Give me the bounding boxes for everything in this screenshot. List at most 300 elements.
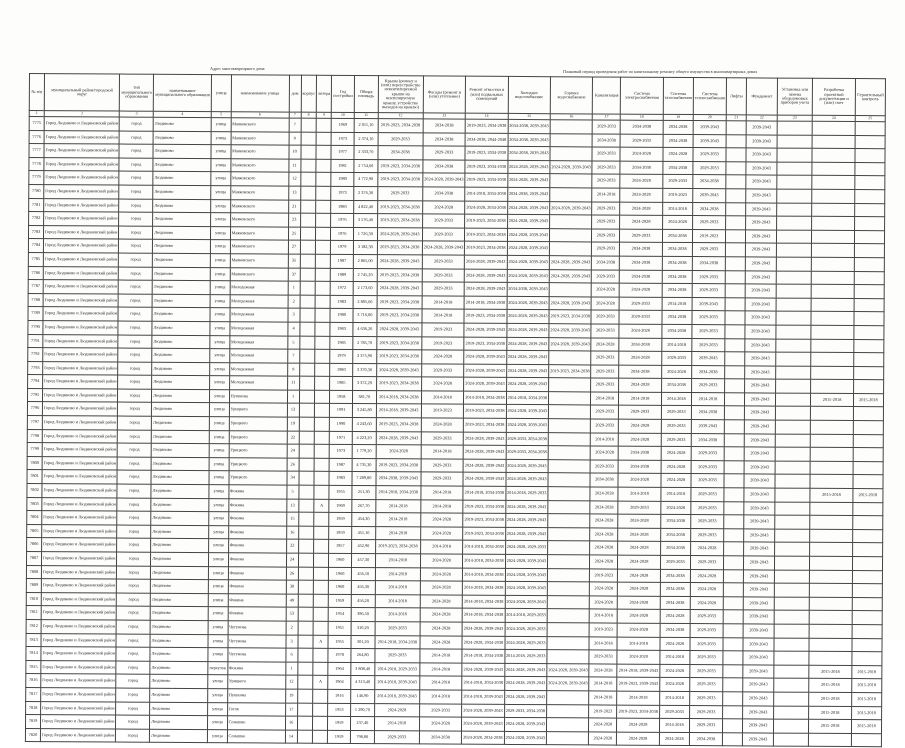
table-cell: Город Людиново и Людиновский район	[43, 375, 119, 389]
table-cell: улица	[208, 621, 228, 635]
table-cell: А	[313, 676, 328, 690]
table-cell: 7786	[28, 266, 43, 280]
table-cell: 2029-2033	[423, 146, 465, 160]
table-cell: улица	[210, 335, 230, 349]
table-cell: улица	[211, 118, 231, 132]
table-cell: 2019-2023, 2034-2038	[465, 214, 507, 228]
column-header: дом	[289, 75, 301, 112]
table-cell: 7806	[27, 538, 42, 552]
table-cell	[809, 638, 852, 652]
table-cell	[548, 419, 590, 433]
table-cell: Людиново	[150, 688, 208, 702]
table-cell	[315, 336, 330, 350]
table-cell: 2034-2038	[423, 160, 465, 174]
table-cell: Город Людиново и Людиновский район	[44, 117, 120, 131]
table-cell: Город Людиново и Людиновский район	[41, 674, 117, 688]
table-cell: 2039-2043	[744, 434, 775, 448]
table-cell: 2029-2033	[589, 650, 617, 664]
caption-address: Адрес многоквартирного дома	[210, 66, 265, 71]
table-cell: Людиново	[151, 444, 209, 458]
table-cell	[775, 502, 810, 516]
table-cell: 1985	[330, 377, 352, 391]
table-cell: 2029-2033	[592, 161, 620, 175]
table-cell: Людиново	[150, 607, 208, 621]
table-cell: 4 313,40	[351, 676, 375, 690]
table-cell: 7799	[27, 443, 42, 457]
table-cell: Людиново	[153, 199, 211, 213]
table-cell	[809, 611, 852, 625]
table-cell	[774, 651, 809, 665]
column-header: Год постройки	[332, 75, 355, 112]
table-cell: 2034-2038, 2039-2043	[508, 119, 550, 133]
table-cell: 2029-2033	[591, 324, 619, 338]
table-cell: 2024-2028	[617, 718, 659, 732]
table-cell	[809, 597, 852, 611]
table-cell: 2014-2018	[374, 717, 419, 731]
table-cell: 7778	[29, 157, 44, 171]
table-cell: 2024-2028, 2029-2033	[505, 541, 547, 555]
table-cell: 2024-2028	[620, 147, 662, 161]
table-cell: Людиново	[152, 280, 210, 294]
table-cell: 2039-2043	[742, 733, 773, 747]
table-cell: 2039-2043	[743, 651, 774, 665]
table-cell: Город Людиново и Людиновский район	[42, 524, 118, 538]
table-cell: 2014-2018, 2034-2038	[375, 635, 420, 649]
table-cell: город	[116, 702, 150, 716]
table-cell: 7809	[26, 579, 41, 593]
table-cell: 2 374,10	[354, 132, 378, 146]
table-cell: 2014-2018	[375, 594, 420, 608]
table-cell: улица	[210, 294, 230, 308]
table-cell: 2014-2018	[591, 392, 619, 406]
table-cell: 2014-2018	[659, 718, 689, 732]
table-cell: 2034-2038	[620, 161, 662, 175]
table-cell: город	[117, 606, 151, 620]
table-cell: 2029-2033	[593, 120, 621, 134]
table-cell	[812, 121, 855, 135]
table-cell: 2024-2028, 2039-2043	[464, 377, 506, 391]
table-cell: 457,30	[351, 553, 375, 567]
table-cell: 2024-2028, 2039-2043	[506, 351, 548, 365]
table-cell: Людиново	[153, 240, 211, 254]
table-cell	[852, 584, 882, 598]
table-cell	[852, 638, 882, 652]
column-number: 12	[378, 113, 423, 119]
table-cell: 2029-2033	[591, 378, 619, 392]
table-cell: улица	[210, 281, 230, 295]
column-header: Фасады (ремонт и (или) утепление)	[423, 76, 466, 113]
table-cell	[550, 174, 592, 188]
table-cell: 2014-2018, 2034-2038	[463, 554, 505, 568]
table-cell: Город Людиново и Людиновский район	[44, 144, 120, 158]
table-cell: улица	[210, 267, 230, 281]
table-cell: 2029-2033	[591, 365, 619, 379]
table-cell	[298, 499, 314, 513]
table-cell	[726, 230, 746, 244]
table-cell: Молодежная	[229, 349, 287, 363]
table-cell: 2029-2033	[691, 528, 724, 542]
table-cell: 2024-2028	[589, 718, 617, 732]
table-cell: 2024-2028, 2039-2043	[507, 215, 549, 229]
table-cell: Город Людиново и Людиновский район	[42, 470, 118, 484]
table-cell: 237,40	[350, 717, 374, 731]
table-cell: 2029-2033	[691, 515, 724, 529]
table-cell: Город Людиново и Людиновский район	[42, 484, 118, 498]
table-cell: Людиново	[151, 525, 209, 539]
column-number: 17	[593, 114, 621, 120]
table-cell	[549, 283, 591, 297]
table-cell: 2019-2023, 2034-2038	[378, 159, 423, 173]
table-cell: Город Людиново и Людиновский район	[41, 660, 117, 674]
table-cell: 2024-2028	[421, 418, 463, 432]
table-cell	[315, 363, 330, 377]
table-cell: 2024-2028	[660, 678, 690, 692]
table-cell: 2014-2018	[421, 486, 463, 500]
table-cell: Город Людиново и Людиновский район	[42, 388, 118, 402]
table-cell: 2015-2018	[853, 489, 883, 503]
table-cell: Город Людиново и Людиновский район	[42, 511, 118, 525]
column-header: Лифты	[726, 78, 746, 115]
table-cell: 2029-2033	[690, 624, 723, 638]
table-cell: 2029-2033	[592, 242, 620, 256]
table-cell	[315, 377, 330, 391]
table-cell: 2019-2023, 2034-2038	[464, 337, 506, 351]
table-cell	[315, 281, 330, 295]
table-cell	[297, 730, 313, 744]
table-cell	[316, 173, 331, 187]
table-cell: 2024-2028	[690, 583, 723, 597]
table-cell: 2039-2043	[745, 298, 776, 312]
table-cell: Людиново	[152, 348, 210, 362]
table-cell: 2014-2018, 2034-2038	[464, 391, 506, 405]
table-cell: 2034-2038	[419, 731, 461, 745]
table-cell: 2019-2023, 2034-2038	[464, 418, 506, 432]
table-cell: 7807	[26, 551, 41, 565]
table-cell: 2029-2033	[592, 202, 620, 216]
table-cell: 2024-2028	[661, 474, 691, 488]
table-cell: 2024-2028, 2039-2043	[507, 242, 549, 256]
table-cell: Маяковского	[230, 254, 288, 268]
table-cell: город	[117, 552, 151, 566]
table-cell: 2034-2038	[423, 119, 465, 133]
table-cell	[854, 339, 884, 353]
table-cell: 7789	[28, 307, 43, 321]
table-cell: Людиново	[152, 335, 210, 349]
table-cell: 7	[287, 349, 299, 363]
table-cell: 4 223,20	[352, 431, 376, 445]
column-number: 16	[550, 114, 592, 120]
table-cell: 1980	[331, 200, 353, 214]
table-cell: 1985	[330, 336, 352, 350]
table-cell: 456,10	[351, 567, 375, 581]
table-cell: город	[119, 171, 153, 185]
table-cell: Чугунова	[228, 648, 286, 662]
table-cell: 2039-2043	[692, 352, 725, 366]
table-cell: улица	[211, 186, 231, 200]
table-cell: 2039-2043	[743, 624, 774, 638]
table-cell: 2014-2018	[592, 188, 620, 202]
table-cell: 2014-2018	[375, 567, 420, 581]
table-cell	[776, 311, 811, 325]
table-cell: 2039-2043	[744, 515, 775, 529]
table-cell	[776, 379, 811, 393]
table-cell: 2024-2028, 2039-2043	[505, 582, 547, 596]
table-cell: 2019-2023, 2034-2038	[376, 377, 421, 391]
table-cell: улица	[208, 716, 228, 730]
table-cell: Людиново	[153, 131, 211, 145]
table-cell: улица	[208, 702, 228, 716]
table-cell	[301, 145, 317, 159]
column-header: Установка или замена общедомовых приборов учета	[777, 78, 812, 115]
table-cell: 2014-2018	[591, 433, 619, 447]
table-cell: 3 182,30	[353, 241, 377, 255]
table-cell: 2014-2018	[589, 636, 617, 650]
table-cell	[313, 608, 328, 622]
table-cell: 2029-2033	[693, 216, 726, 230]
table-cell: город	[119, 185, 153, 199]
column-header: Канализация	[593, 77, 621, 114]
table-cell: 2034-2038	[662, 243, 692, 257]
table-cell: Людиново	[151, 484, 209, 498]
table-cell: 2024-2028, 2039-2043	[505, 554, 547, 568]
table-cell: Город Людиново и Людиновский район	[42, 497, 118, 511]
table-cell: улица	[208, 634, 228, 648]
table-cell	[547, 650, 589, 664]
table-cell	[723, 651, 743, 665]
table-cell: 2024-2028	[660, 637, 690, 651]
table-cell: 2024-2028, 2029-2033	[505, 622, 547, 636]
table-cell: 2019-2023, 2034-2038	[465, 228, 507, 242]
table-cell: Город Людиново и Людиновский район	[43, 280, 119, 294]
table-cell: 2034-2038	[660, 542, 690, 556]
table-cell: 1973	[332, 132, 354, 146]
table-cell: 2014-2018	[691, 392, 724, 406]
table-cell	[547, 609, 589, 623]
table-cell: 2039-2043	[746, 216, 777, 230]
table-cell: 2039-2043	[746, 230, 777, 244]
table-cell: 7 289,80	[352, 472, 376, 486]
table-cell: 2014-2018	[420, 663, 462, 677]
table-cell: 3 370,30	[352, 363, 376, 377]
table-cell	[777, 189, 812, 203]
table-cell: город	[117, 484, 151, 498]
table-cell	[855, 217, 885, 231]
table-cell: 2019-2023, 2034-2038	[377, 350, 422, 364]
table-cell	[851, 733, 881, 747]
table-cell: 2015-2018	[852, 706, 882, 720]
table-cell	[776, 366, 811, 380]
table-cell: 2029-2033	[592, 215, 620, 229]
table-cell: 2034-2038, 2039-2043	[507, 283, 549, 297]
table-cell: 7814	[26, 647, 41, 661]
table-cell	[855, 230, 885, 244]
table-cell	[314, 431, 329, 445]
table-cell: 1973	[330, 445, 352, 459]
table-cell: 1989	[331, 268, 353, 282]
table-cell: 2014-2018, 2034-2038	[462, 595, 504, 609]
table-cell	[853, 461, 883, 475]
table-cell	[724, 542, 744, 556]
table-cell	[298, 553, 314, 567]
table-cell: 2029-2033	[591, 419, 619, 433]
table-cell	[811, 352, 854, 366]
table-cell: улица	[208, 593, 228, 607]
table-cell: 2039-2043	[743, 705, 774, 719]
table-cell: 1 779,20	[352, 445, 376, 459]
table-cell: 2034-2038	[692, 256, 725, 270]
table-cell	[724, 529, 744, 543]
table-cell: Город Людиново и Людиновский район	[42, 443, 118, 457]
table-cell: улица	[209, 525, 229, 539]
table-cell: 2019-2023	[422, 336, 464, 350]
table-cell: 7818	[26, 701, 41, 715]
table-cell: 2014-2018	[375, 526, 420, 540]
table-cell	[854, 380, 884, 394]
table-cell	[300, 295, 316, 309]
table-cell	[853, 502, 883, 516]
table-cell: 2034-2038, 2039-2043	[508, 133, 550, 147]
table-cell: 34	[287, 472, 299, 486]
table-cell	[299, 376, 315, 390]
column-header: Строительный контроль	[855, 79, 885, 116]
table-cell: 1980	[330, 309, 352, 323]
table-cell: Людиново	[151, 498, 209, 512]
table-cell	[314, 445, 329, 459]
table-cell	[300, 227, 316, 241]
table-cell: 2024-2028, 2039-2043	[549, 296, 591, 310]
table-cell: Людиново	[150, 579, 208, 593]
table-cell: Город Людиново и Людиновский район	[41, 565, 117, 579]
table-cell: 2024-2028	[662, 216, 692, 230]
table-cell: переулок	[208, 661, 228, 675]
table-cell: Город Людиново и Людиновский район	[41, 701, 117, 715]
table-cell: 7776	[29, 130, 44, 144]
table-cell	[316, 145, 331, 159]
table-cell: 2029-2033	[691, 474, 724, 488]
table-cell	[811, 271, 854, 285]
table-cell: 2029-2033	[661, 406, 691, 420]
table-cell	[298, 594, 314, 608]
table-cell: улица	[209, 512, 229, 526]
table-cell: 26	[286, 567, 298, 581]
table-cell	[810, 420, 853, 434]
table-cell: 2 805,60	[353, 295, 377, 309]
table-cell: улица	[210, 322, 230, 336]
table-cell: 2024-2028, 2039-2043	[507, 174, 549, 188]
table-cell: 2024-2028, 2039-2043	[549, 324, 591, 338]
table-cell: 2039-2043	[691, 420, 724, 434]
table-cell: 2019-2023, 2034-2038	[465, 146, 507, 160]
table-cell: 2014-2018	[660, 651, 690, 665]
table-cell	[547, 582, 589, 596]
table-cell: улица	[210, 254, 230, 268]
table-cell: 1980	[330, 363, 352, 377]
table-cell: 2024-2028	[690, 569, 723, 583]
table-cell: Молодежная	[229, 376, 287, 390]
table-cell: 2024-2028	[619, 378, 661, 392]
table-cell: 2034-2038	[663, 134, 693, 148]
table-cell: 1977	[331, 146, 353, 160]
table-cell: 2039-2043	[745, 325, 776, 339]
table-cell: 2015-2018	[852, 692, 882, 706]
table-cell: 2039-2043	[745, 352, 776, 366]
table-cell: 25	[288, 227, 300, 241]
table-cell: 2024-2028	[617, 623, 659, 637]
table-cell: 7779	[29, 171, 44, 185]
table-cell: 2019-2023, 2034-2038	[377, 200, 422, 214]
table-cell: 2024-2028, 2039-2043	[507, 310, 549, 324]
table-cell: город	[117, 620, 151, 634]
table-cell: 267,70	[352, 499, 376, 513]
table-cell: Фокина	[228, 580, 286, 594]
table-cell	[810, 448, 853, 462]
table-cell: город	[118, 389, 152, 403]
table-cell: 2024-2028	[661, 460, 691, 474]
table-cell	[316, 213, 331, 227]
table-cell: 1987	[330, 458, 352, 472]
table-cell: 2014-2018, 2029-2033	[505, 486, 547, 500]
table-cell	[314, 567, 329, 581]
table-cell: 2029-2033	[689, 719, 722, 733]
table-cell: 2034-2038	[691, 406, 724, 420]
table-cell	[809, 651, 852, 665]
table-cell: 3	[286, 635, 298, 649]
table-cell: 1916	[328, 689, 350, 703]
table-cell: 2014-2018	[375, 581, 420, 595]
table-cell: 2034-2038	[693, 202, 726, 216]
table-cell: 2029-2033	[690, 610, 723, 624]
table-cell: 2015-2018	[854, 393, 884, 407]
table-cell: улица	[209, 444, 229, 458]
table-cell	[854, 271, 884, 285]
table-cell: 1959	[328, 730, 350, 744]
table-cell: 451,10	[351, 526, 375, 540]
table-cell: 2024-2028	[592, 283, 620, 297]
table-cell: 13	[287, 404, 299, 418]
table-cell	[313, 648, 328, 662]
table-cell: 10	[289, 145, 301, 159]
table-cell: 22	[286, 539, 298, 553]
table-cell: 2024-2028, 2039-2043	[462, 717, 504, 731]
table-cell: 2024-2028, 2039-2043	[507, 255, 549, 269]
table-cell	[725, 297, 745, 311]
table-cell: 13	[286, 499, 298, 513]
table-cell: 2019-2023	[662, 188, 692, 202]
table-cell	[774, 597, 809, 611]
table-cell	[812, 135, 855, 149]
table-cell: город	[119, 253, 153, 267]
table-cell: 2024-2028, 2039-2043	[550, 160, 592, 174]
table-cell: улица	[209, 553, 229, 567]
table-cell: 7808	[26, 565, 41, 579]
table-cell: 2014-2018, 2034-2038	[463, 486, 505, 500]
table-cell: Город Людиново и Людиновский район	[41, 552, 117, 566]
column-header: наименование улицы	[231, 75, 289, 112]
table-cell: 2024-2028, 2039-2043	[464, 364, 506, 378]
table-cell	[724, 515, 744, 529]
table-cell: 7792	[28, 348, 43, 362]
table-cell: 2024-2028	[420, 608, 462, 622]
table-cell: 2019-2023, 2034-2038	[378, 173, 423, 187]
table-cell: Город Людиново и Людиновский район	[43, 320, 119, 334]
table-cell: 7790	[28, 320, 43, 334]
table-cell: 2034-2038	[660, 583, 690, 597]
table-cell: 2034-2038	[663, 120, 693, 134]
table-cell: Город Людиново и Людиновский район	[43, 348, 119, 362]
table-cell: 2024-2028	[590, 501, 618, 515]
table-cell: Людиново	[150, 593, 208, 607]
table-cell: 2039-2043	[745, 270, 776, 284]
